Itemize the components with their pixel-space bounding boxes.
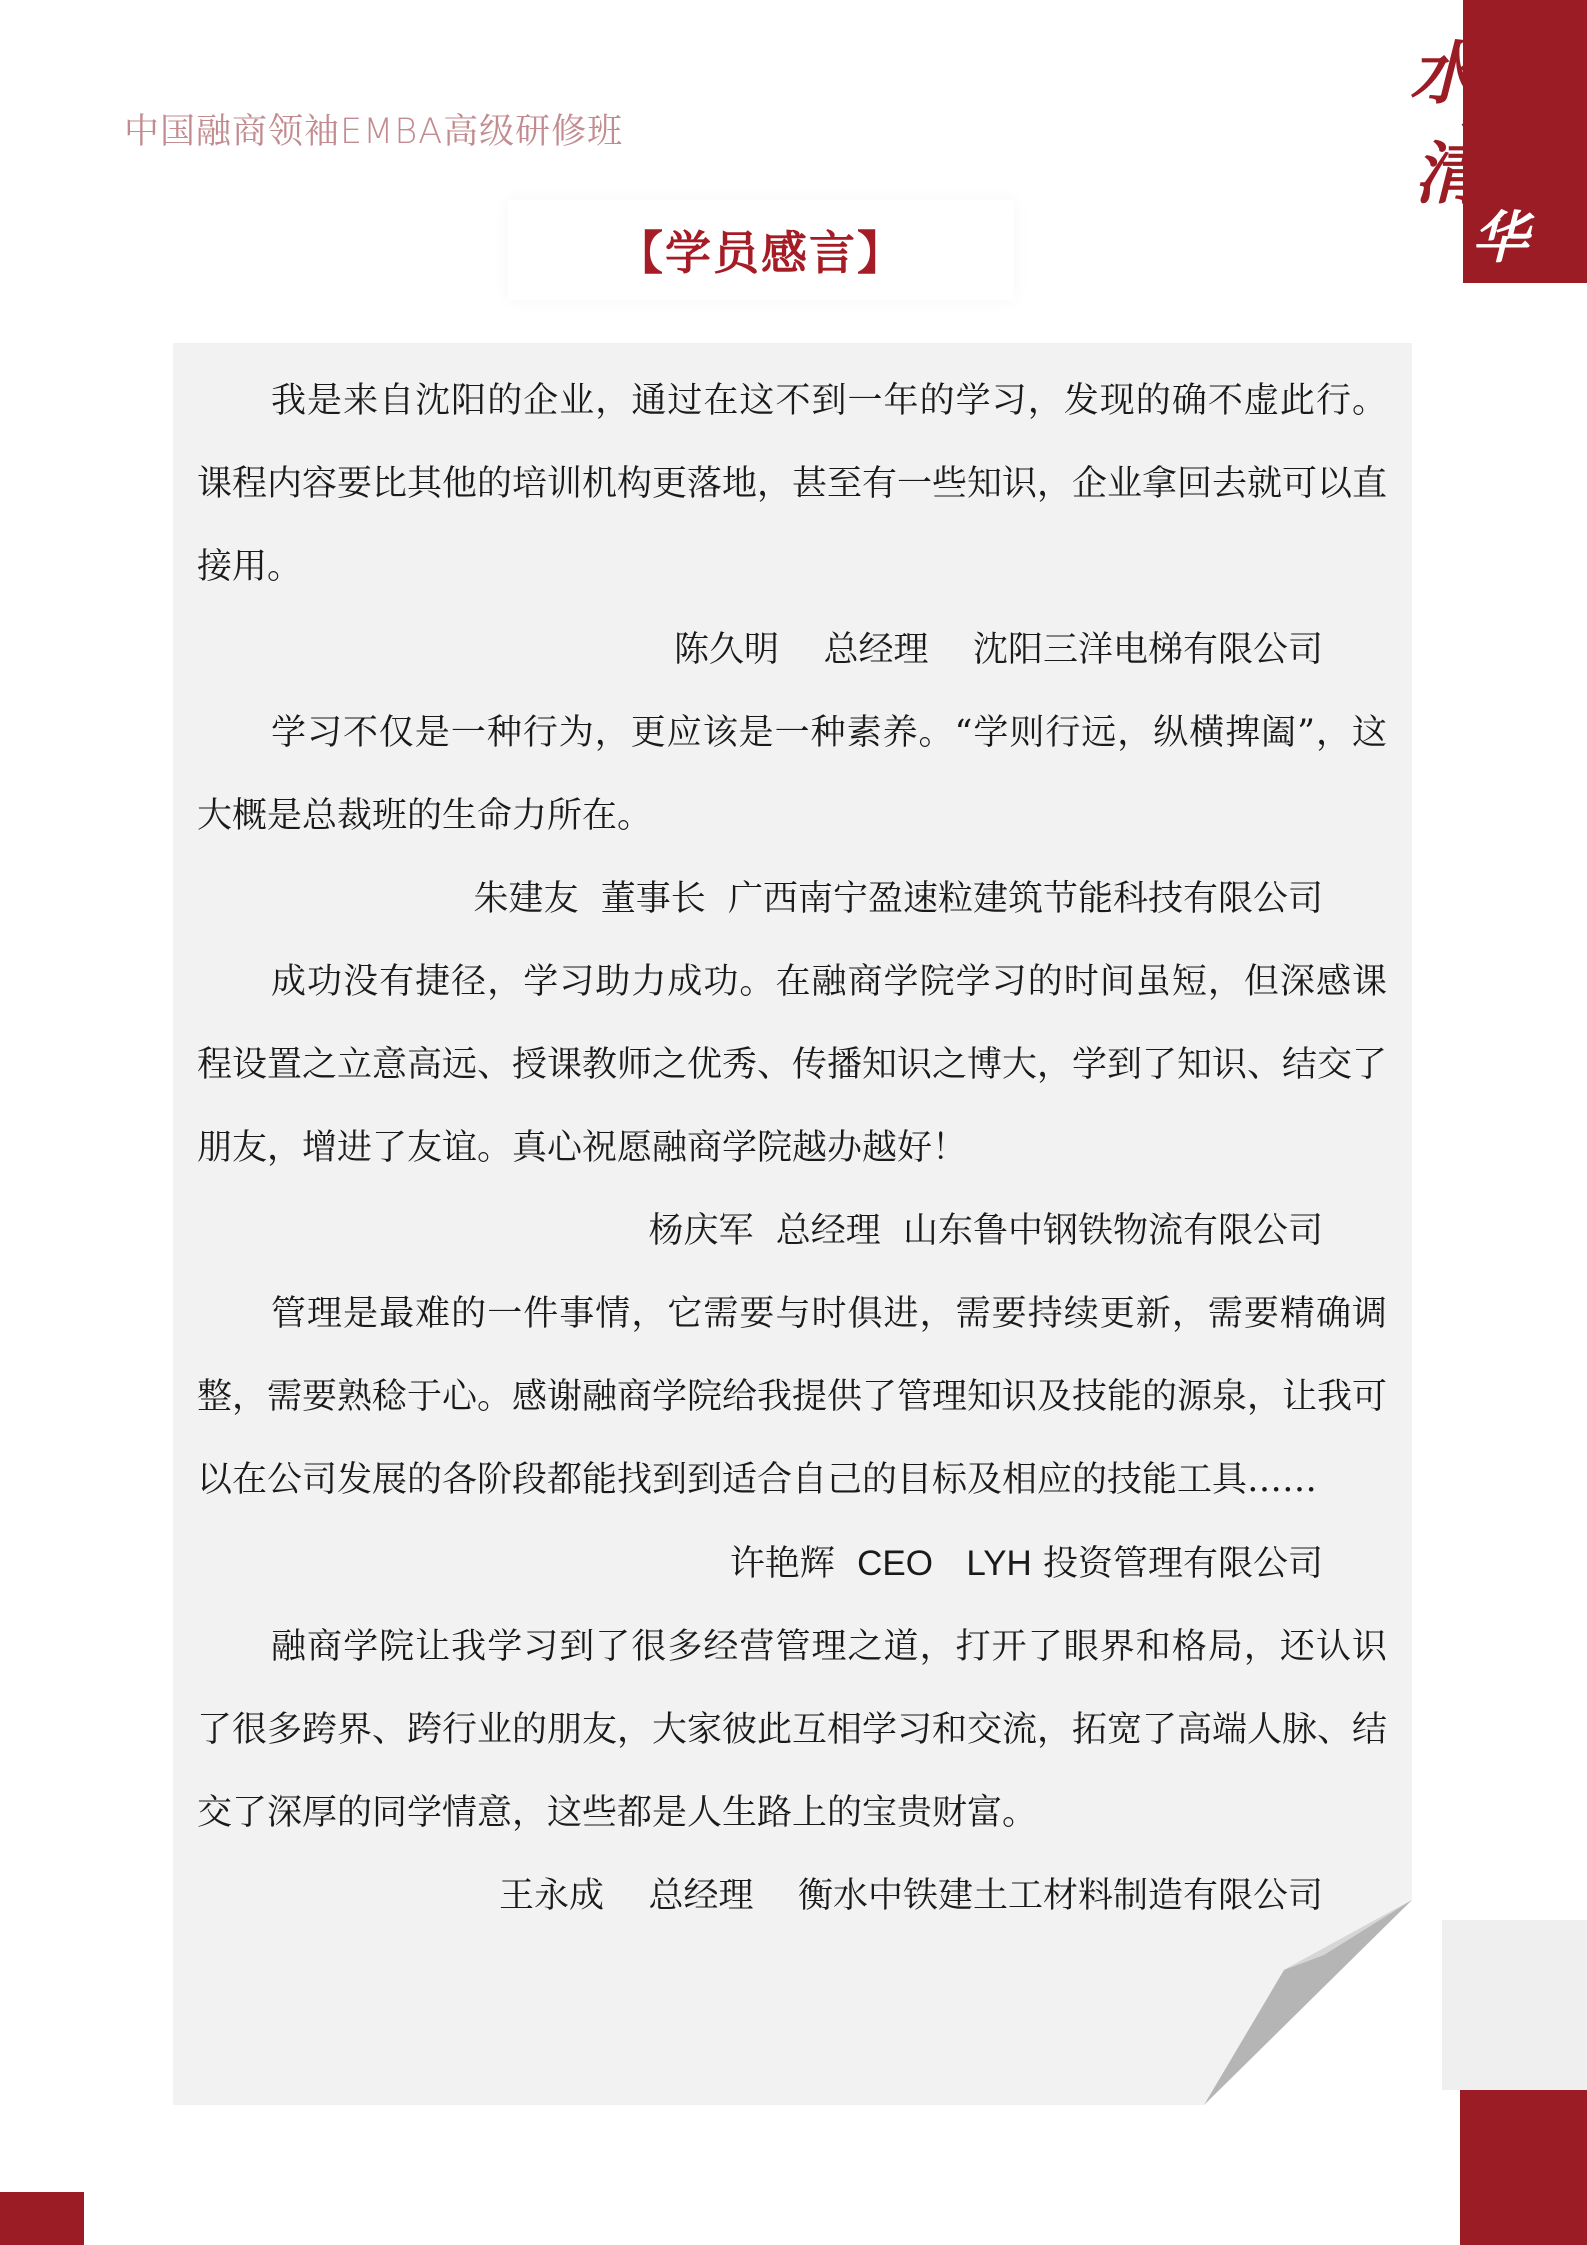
calligraphy-char: 华 <box>1472 205 1528 271</box>
signature-company-prefix: LYH <box>966 1544 1032 1583</box>
testimonial-signature <box>197 1522 1387 1606</box>
calligraphy-char: 清 <box>1414 134 1483 214</box>
program-title: 中国融商领袖EMBA高级研修班 <box>124 112 624 152</box>
testimonial-signature: 杨庆军 总经理 山东鲁中钢铁物流有限公司 <box>648 1211 1323 1251</box>
testimonial-text: 管理是最难的一件事情，它需要与时俱进，需要持续更新，需要精确调整，需要熟稔于心。感谢融商学院给我提供了管理知识及技能的源泉，让我可以在公司发展的各阶段都能找到到适合自己的目标及相应的技能工具…… <box>197 1294 1388 1500</box>
testimonial-text: 融商学院让我学习到了很多经营管理之道，打开了眼界和格局，还认识了很多跨界、跨行业的朋友，大家彼此互相学习和交流，拓宽了高端人脉、结交了深厚的同学情意，这些都是人生路上的宝贵财富。 <box>197 1627 1388 1833</box>
decorative-gray-block <box>1442 1920 1587 2090</box>
signature-company: 投资管理有限公司 <box>1042 1544 1323 1584</box>
decorative-red-block <box>1460 2090 1587 2245</box>
calligraphy-char: 木 <box>1460 64 1529 144</box>
decorative-red-block <box>0 2192 84 2245</box>
testimonial-text: 我是来自沈阳的企业，通过在这不到一年的学习，发现的确不虚此行。课程内容要比其他的培训机构更落地，甚至有一些知识，企业拿回去就可以直接用。 <box>197 381 1388 587</box>
signature-name: 许艳辉 <box>729 1544 835 1584</box>
brand-calligraphy-logo <box>1400 34 1560 290</box>
section-title-box <box>508 200 1014 300</box>
testimonial-text: 学习不仅是一种行为，更应该是一种素养。“学则行远，纵横捭阖”，这大概是总裁班的生命力所在。 <box>197 713 1387 836</box>
testimonial-signature: 朱建友 董事长 广西南宁盈速粒建筑节能科技有限公司 <box>473 879 1323 919</box>
testimonial-signature: 王永成 总经理 衡水中铁建土工材料制造有限公司 <box>498 1876 1323 1916</box>
section-title: 【学员感言】 <box>617 226 905 280</box>
testimonial-signature: 陈久明 总经理 沈阳三洋电梯有限公司 <box>673 630 1323 670</box>
signature-title: CEO <box>857 1544 933 1583</box>
testimonial-text: 成功没有捷径，学习助力成功。在融商学院学习的时间虽短，但深感课程设置之立意高远、授课教师之优秀、传播知识之博大，学到了知识、结交了朋友，增进了友谊。真心祝愿融商学院越办越好！ <box>197 962 1388 1168</box>
calligraphy-char: 水 <box>1410 34 1479 114</box>
testimonials-content <box>197 360 1387 1938</box>
